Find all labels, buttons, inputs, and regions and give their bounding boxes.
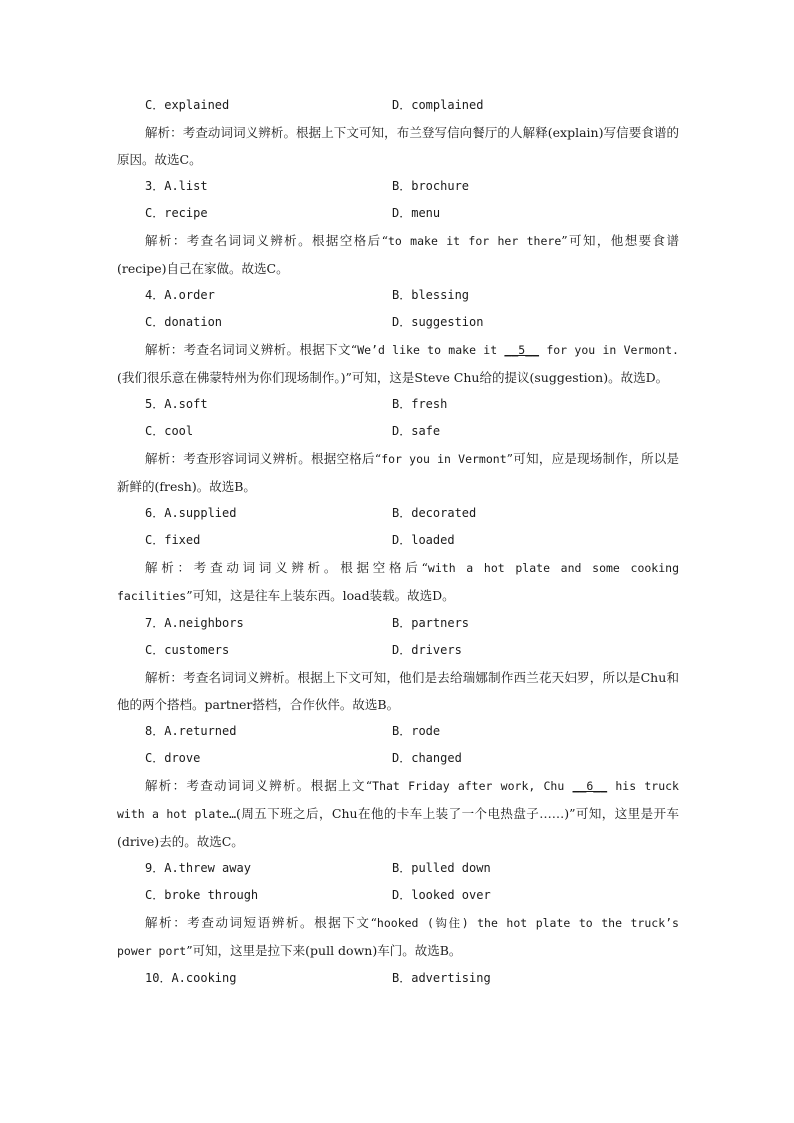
question-2-options-cd (117, 92, 679, 119)
question-3-options-cd (117, 200, 679, 227)
q5-option-d: D．safe (392, 424, 441, 438)
question-6-options-cd (117, 527, 679, 554)
q8-exp-part1: 解析：考查动词词义辨析。根据上文“ (145, 778, 373, 793)
q3-option-d: D．menu (392, 206, 441, 220)
q8-option-c: C．drove (145, 751, 201, 765)
question-6-options-ab (117, 500, 679, 527)
q3-exp-part1: 解析：考查名词词义辨析。根据空格后“ (145, 233, 388, 248)
q4-exp-blank: __5__ (504, 343, 540, 357)
q5-option-b: B．fresh (392, 397, 448, 411)
answer-explanations (117, 92, 679, 992)
q4-exp-quote-2: for you in Vermont. (539, 343, 679, 357)
q8-option-b: B．rode (392, 724, 441, 738)
q8-exp-quote-1: That Friday after work, Chu (372, 779, 573, 793)
q9-option-d: D．looked over (392, 888, 491, 902)
q5-option-a: 5．A.soft (145, 397, 208, 411)
question-4-options-cd (117, 309, 679, 336)
q4-exp-part2: (我们很乐意在佛蒙特州为你们现场制作。)”可知，这是Steve Chu给的提议(suggestion)。故选D。 (117, 370, 669, 385)
question-9-options-ab (117, 855, 679, 882)
question-5-options-cd (117, 418, 679, 445)
q4-exp-quote-1: We’d like to make it (357, 343, 505, 357)
q7-option-d: D．drivers (392, 643, 462, 657)
q4-option-c: C．donation (145, 315, 223, 329)
q2-option-c: C．explained (145, 98, 230, 112)
q2-explanation: 解析：考查动词词义辨析。根据上下文可知，布兰登写信向餐厅的人解释(explain)写信要食谱的原因。故选C。 (117, 125, 679, 167)
q2-option-d: D．complained (392, 98, 484, 112)
q3-option-a: 3．A.list (145, 179, 208, 193)
q4-explanation (117, 336, 679, 391)
q6-exp-part2: ”可知，这是往车上装东西。load装载。故选D。 (186, 588, 455, 603)
q5-exp-part1: 解析：考查形容词词义辨析。根据空格后“ (145, 451, 382, 466)
q5-explanation (117, 445, 679, 500)
question-8-options-ab (117, 718, 679, 745)
q4-option-d: D．suggestion (392, 315, 484, 329)
q6-exp-quote: with a hot plate and some cooking facilities (117, 561, 679, 603)
q9-exp-quote: hooked (钩住) the hot plate to the truck’s power port (117, 916, 679, 958)
question-9-options-cd (117, 882, 679, 909)
q4-option-b: B．blessing (392, 288, 470, 302)
q6-option-a: 6．A.supplied (145, 506, 237, 520)
q9-option-c: C．broke through (145, 888, 259, 902)
q8-exp-quote-2: his truck with a hot plate… (117, 779, 679, 821)
q6-option-c: C．fixed (145, 533, 201, 547)
q9-option-a: 9．A.threw away (145, 861, 251, 875)
question-7-options-ab (117, 610, 679, 637)
q9-explanation (117, 909, 679, 965)
q7-option-b: B．partners (392, 616, 470, 630)
question-5-options-ab (117, 391, 679, 418)
q7-option-c: C．customers (145, 643, 230, 657)
q5-option-c: C．cool (145, 424, 194, 438)
q9-exp-part2: ”可知，这里是拉下来(pull down)车门。故选B。 (186, 943, 462, 958)
q8-explanation (117, 772, 679, 855)
q6-option-b: B．decorated (392, 506, 477, 520)
question-3-options-ab (117, 173, 679, 200)
q3-exp-part2: ”可知，他想要食谱(recipe)自己在家做。故选C。 (117, 233, 679, 276)
q6-option-d: D．loaded (392, 533, 455, 547)
question-10-options-ab (117, 965, 679, 992)
question-7-options-cd (117, 637, 679, 664)
q3-exp-quote: to make it for her there (387, 234, 562, 248)
q4-option-a: 4．A.order (145, 288, 215, 302)
question-8-options-cd (117, 745, 679, 772)
q9-exp-part1: 解析：考查动词短语辨析。根据下文“ (145, 915, 377, 930)
q7-option-a: 7．A.neighbors (145, 616, 244, 630)
q8-exp-part2: (周五下班之后，Chu在他的卡车上装了一个电热盘子……)”可知，这里是开车(drive)去的。故选C。 (117, 806, 680, 849)
q6-exp-part1: 解析：考查动词词义辨析。根据空格后“ (145, 560, 428, 575)
q3-option-b: B．brochure (392, 179, 470, 193)
q3-option-c: C．recipe (145, 206, 208, 220)
q8-option-d: D．changed (392, 751, 462, 765)
q8-exp-blank: __6__ (572, 779, 608, 793)
q8-option-a: 8．A.returned (145, 724, 237, 738)
q10-option-b: B．advertising (392, 971, 491, 985)
q7-explanation: 解析：考查名词词义辨析。根据上下文可知，他们是去给瑞娜制作西兰花天妇罗，所以是Chu和他的两个搭档。partner搭档，合作伙伴。故选B。 (117, 670, 679, 712)
q4-exp-part1: 解析：考查名词词义辨析。根据下文“ (145, 342, 358, 357)
q5-exp-quote: for you in Vermont (381, 452, 507, 466)
q5-exp-part2: ”可知，应是现场制作，所以是新鲜的(fresh)。故选B。 (117, 451, 679, 494)
q6-explanation (117, 554, 679, 610)
question-4-options-ab (117, 282, 679, 309)
q10-option-a: 10．A.cooking (145, 971, 237, 985)
q9-option-b: B．pulled down (392, 861, 491, 875)
q3-explanation (117, 227, 679, 282)
